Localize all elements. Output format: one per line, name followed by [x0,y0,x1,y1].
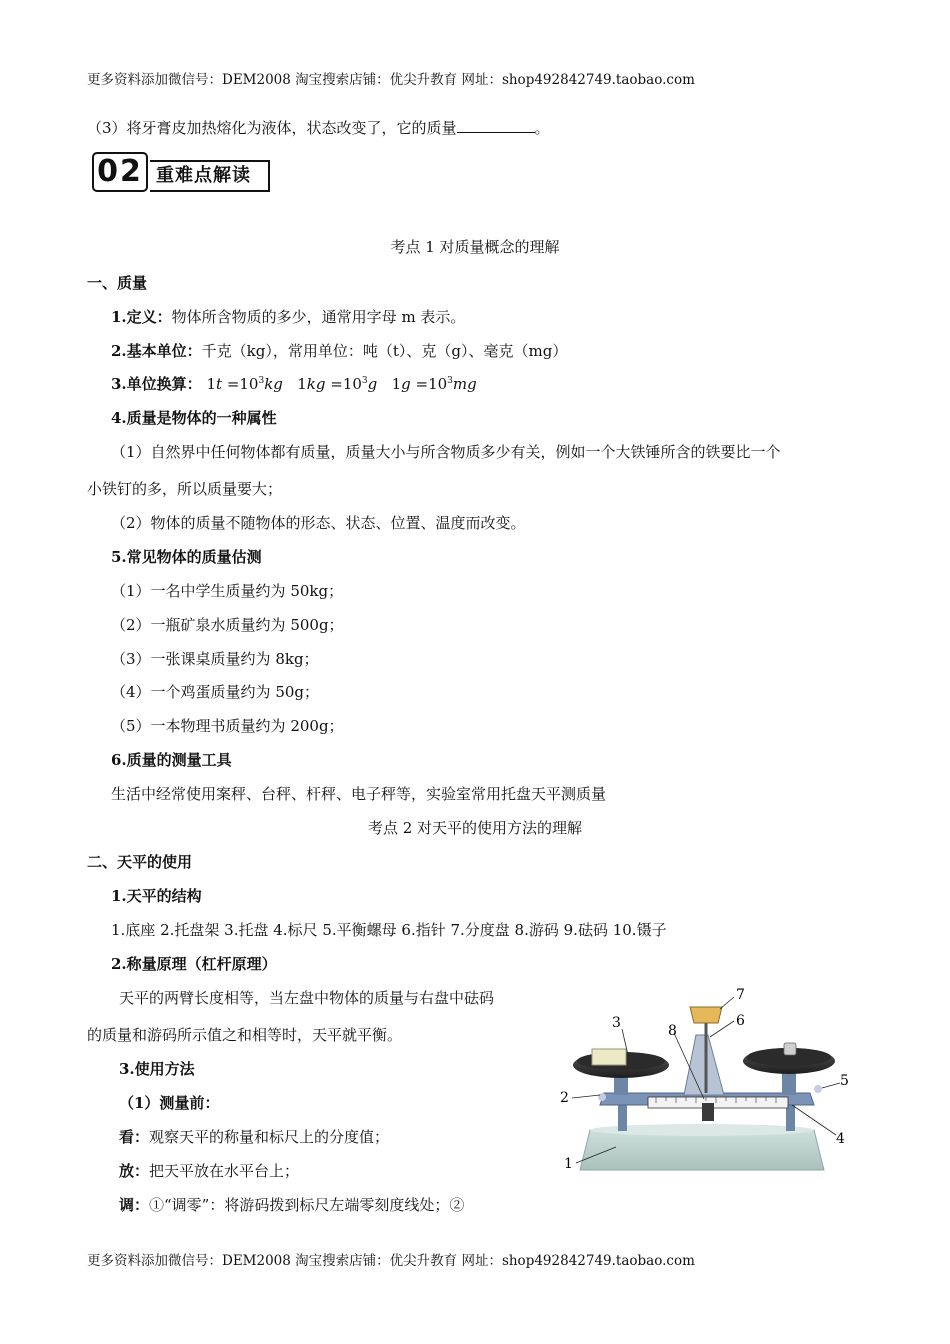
look-line [119,1126,389,1147]
pillar [684,1035,724,1095]
estimate-title: 5.常见物体的质量估测 [111,548,262,566]
place-label: 放： [119,1162,150,1180]
unit-line [111,340,567,361]
estimate-item: （2）一瓶矿泉水质量约为 500g； [111,616,344,634]
badge-number: 02 [92,152,148,192]
balance-scale-figure [556,985,856,1189]
look-text: 观察天平的称量和标尺上的分度值； [149,1128,390,1146]
tool-text: 生活中经常使用案秤、台秤、杆秤、电子秤等，实验室常用托盘天平测质量 [111,785,607,803]
property-2: （2）物体的质量不随物体的形态、状态、位置、温度而改变。 [111,514,526,532]
figure-label-6: 6 [736,1013,745,1029]
adjust-label: 调： [119,1196,150,1214]
place-line [119,1160,299,1181]
estimate-item: （4）一个鸡蛋质量约为 50g； [111,683,320,701]
ruler [648,1097,788,1108]
left-nut [598,1093,606,1101]
look-label: 看： [119,1128,150,1146]
estimate-item: （3）一张课桌质量约为 8kg； [111,650,319,668]
principle-line-a: 天平的两臂长度相等，当左盘中物体的质量与右盘中砝码 [119,989,495,1007]
figure-label-7: 7 [736,987,745,1003]
page-footer: 更多资料添加微信号：DEM2008 淘宝搜索店铺：优尖升教育 网址：shop492842749.taobao.com [87,1253,695,1269]
definition-text: 物体所含物质的多少，通常用字母 m 表示。 [171,308,466,326]
figure-label-1: 1 [564,1156,573,1172]
graduated-plate [690,1007,722,1023]
estimate-item: （5）一本物理书质量约为 200g； [111,717,344,735]
badge-label: 重难点解读 [150,160,270,192]
structure-text: 1.底座 2.托盘架 3.托盘 4.标尺 5.平衡螺母 6.指针 7.分度盘 8.游码 9.砝码 10.镊子 [111,921,667,939]
intro-question-text: （3）将牙膏皮加热熔化为液体，状态改变了，它的质量 [87,119,457,137]
definition-line [111,306,465,327]
property-title: 4.质量是物体的一种属性 [111,409,277,427]
section-1-title: 一、质量 [87,274,148,292]
answer-blank [457,118,535,133]
unit-label: 2.基本单位： [111,342,202,360]
structure-title: 1.天平的结构 [111,887,202,905]
adjust-line [119,1194,464,1215]
tool-title: 6.质量的测量工具 [111,751,232,769]
before-title: （1）测量前： [119,1094,220,1112]
section-2-title: 二、天平的使用 [87,853,193,871]
rider [702,1103,714,1121]
figure-label-4: 4 [836,1131,845,1147]
principle-title: 2.称量原理（杠杆原理） [111,955,277,973]
definition-label: 1.定义： [111,308,172,326]
conversion-formula: $1t =10^3kg$ $1kg =10^3g$ $1g =10^3mg$ [206,375,477,393]
intro-question [87,117,550,138]
adjust-text: ①“调零”：将游码拨到标尺左端零刻度线处；② [149,1196,465,1214]
right-nut [814,1085,822,1093]
figure-label-2: 2 [560,1090,569,1106]
place-text: 把天平放在水平台上； [149,1162,300,1180]
property-1-line-a: （1）自然界中任何物体都有质量，质量大小与所含物质多少有关，例如一个大铁锤所含的铁要比一个 [111,443,781,461]
usage-title: 3.使用方法 [119,1060,195,1078]
estimate-item: （1）一名中学生质量约为 50kg； [111,582,344,600]
kaodian-2-title: 考点 2 对天平的使用方法的理解 [367,819,583,837]
conversion-label: 3.单位换算： [111,375,202,393]
unit-text: 千克（kg），常用单位：吨（t）、克（g）、毫克（mg） [201,342,568,360]
balance-scale-illustration [556,985,856,1185]
object-block [592,1049,626,1065]
right-pan-support [782,1071,796,1095]
principle-line-b: 的质量和游码所示值之和相等时，天平就平衡。 [87,1026,403,1044]
figure-label-3: 3 [612,1015,621,1031]
property-1-line-b: 小铁钉的多，所以质量要大； [87,480,283,498]
figure-label-5: 5 [840,1073,849,1089]
figure-label-8: 8 [668,1023,677,1039]
conversion-line [111,373,477,394]
weight [784,1043,796,1055]
page-header: 更多资料添加微信号：DEM2008 淘宝搜索店铺：优尖升教育 网址：shop492842749.taobao.com [87,72,695,88]
intro-question-end: 。 [534,119,550,137]
kaodian-1-title: 考点 1 对质量概念的理解 [390,238,560,256]
